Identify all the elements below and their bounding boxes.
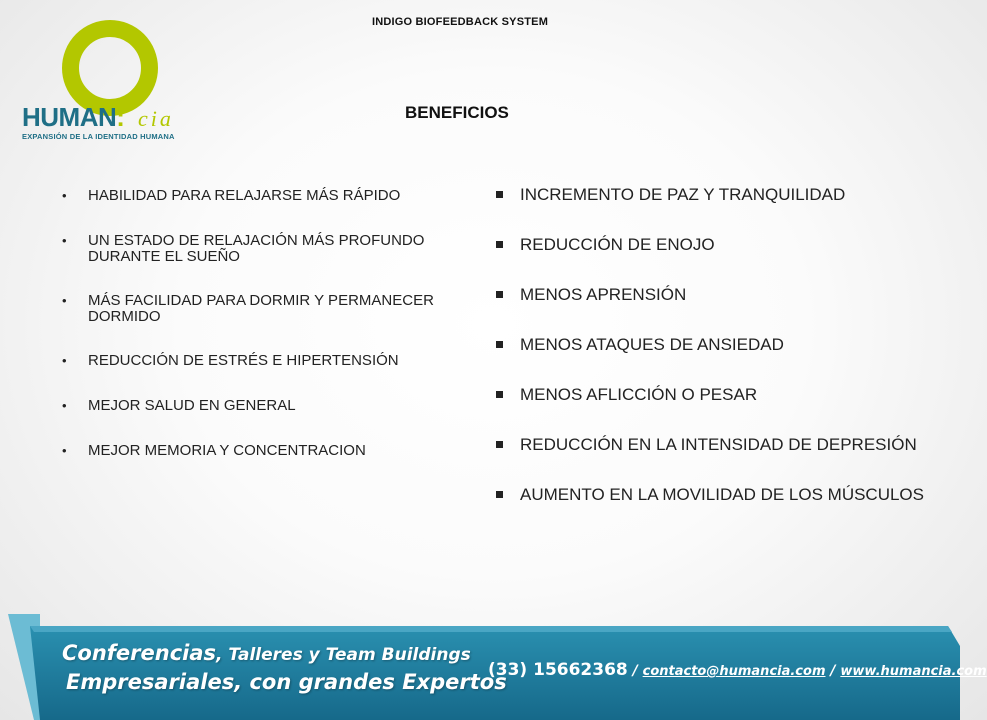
banner-word-talleres: , Talleres — [216, 645, 309, 665]
left-benefits-list — [60, 188, 460, 488]
list-item-text: MENOS ATAQUES DE ANSIEDAD — [520, 335, 784, 354]
contact-email-link[interactable]: contacto@humancia.com — [642, 664, 826, 679]
list-item — [492, 335, 952, 355]
square-bullet-icon — [496, 241, 503, 248]
contact-separator: / — [825, 663, 841, 679]
list-item-text: MENOS AFLICCIÓN O PESAR — [520, 385, 758, 404]
banner-word-conferencias: Conferencias — [62, 641, 217, 665]
banner-line-1 — [62, 640, 507, 668]
humancia-logo — [18, 20, 198, 140]
website-link[interactable]: www.humancia.com — [840, 664, 987, 679]
list-item-text: MEJOR MEMORIA Y CONCENTRACION — [88, 442, 366, 459]
list-item — [60, 293, 460, 325]
square-bullet-icon — [496, 491, 503, 498]
list-item — [60, 398, 460, 414]
list-item-text: REDUCCIÓN DE ESTRÉS E HIPERTENSIÓN — [88, 352, 399, 369]
bullet-icon: • — [62, 233, 67, 248]
logo-suffix: cia — [138, 106, 174, 131]
list-item — [492, 485, 952, 505]
bullet-icon: • — [62, 188, 67, 203]
list-item-text: INCREMENTO DE PAZ Y TRANQUILIDAD — [520, 185, 846, 204]
banner-line-2: Empresariales, con grandes Expertos — [66, 670, 507, 694]
system-title: INDIGO BIOFEEDBACK SYSTEM — [371, 16, 549, 28]
square-bullet-icon — [496, 291, 503, 298]
bullet-icon: • — [62, 293, 67, 308]
square-bullet-icon — [496, 341, 503, 348]
list-item-text: MEJOR SALUD EN GENERAL — [88, 397, 296, 414]
square-bullet-icon — [496, 191, 503, 198]
list-item — [492, 235, 952, 255]
page-title: BENEFICIOS — [405, 103, 509, 122]
list-item — [492, 385, 952, 405]
bullet-icon: • — [62, 443, 67, 458]
list-item — [492, 435, 952, 455]
banner-contact — [488, 660, 987, 680]
banner-word-team-buildings: Team Buildings — [319, 645, 471, 665]
list-item — [60, 353, 460, 369]
list-item-text: UN ESTADO DE RELAJACIÓN MÁS PROFUNDO DURANTE EL SUEÑO — [88, 232, 425, 265]
list-item — [492, 285, 952, 305]
list-item-text: HABILIDAD PARA RELAJARSE MÁS RÁPIDO — [88, 187, 401, 204]
list-item — [60, 233, 460, 265]
banner-tagline — [62, 640, 507, 696]
list-item-text: AUMENTO EN LA MOVILIDAD DE LOS MÚSCULOS — [520, 485, 924, 504]
list-item — [60, 443, 460, 459]
logo-wordmark — [22, 104, 124, 130]
list-item-text: REDUCCIÓN DE ENOJO — [520, 235, 715, 254]
list-item-text: MENOS APRENSIÓN — [520, 285, 687, 304]
bullet-icon: • — [62, 353, 67, 368]
bullet-icon: • — [62, 398, 67, 413]
logo-colon: : — [116, 102, 125, 132]
contact-separator: / — [627, 663, 643, 679]
square-bullet-icon — [496, 441, 503, 448]
list-item — [492, 185, 952, 205]
logo-word: HUMAN — [22, 102, 117, 132]
list-item-text: REDUCCIÓN EN LA INTENSIDAD DE DEPRESIÓN — [520, 435, 917, 454]
logo-tagline: EXPANSIÓN DE LA IDENTIDAD HUMANA — [22, 132, 175, 141]
contact-phone: (33) 15662368 — [488, 660, 628, 680]
right-benefits-list — [492, 185, 952, 535]
square-bullet-icon — [496, 391, 503, 398]
banner-word-y: y — [308, 645, 320, 665]
list-item-text: MÁS FACILIDAD PARA DORMIR Y PERMANECER DORMIDO — [88, 292, 434, 325]
list-item — [60, 188, 460, 204]
